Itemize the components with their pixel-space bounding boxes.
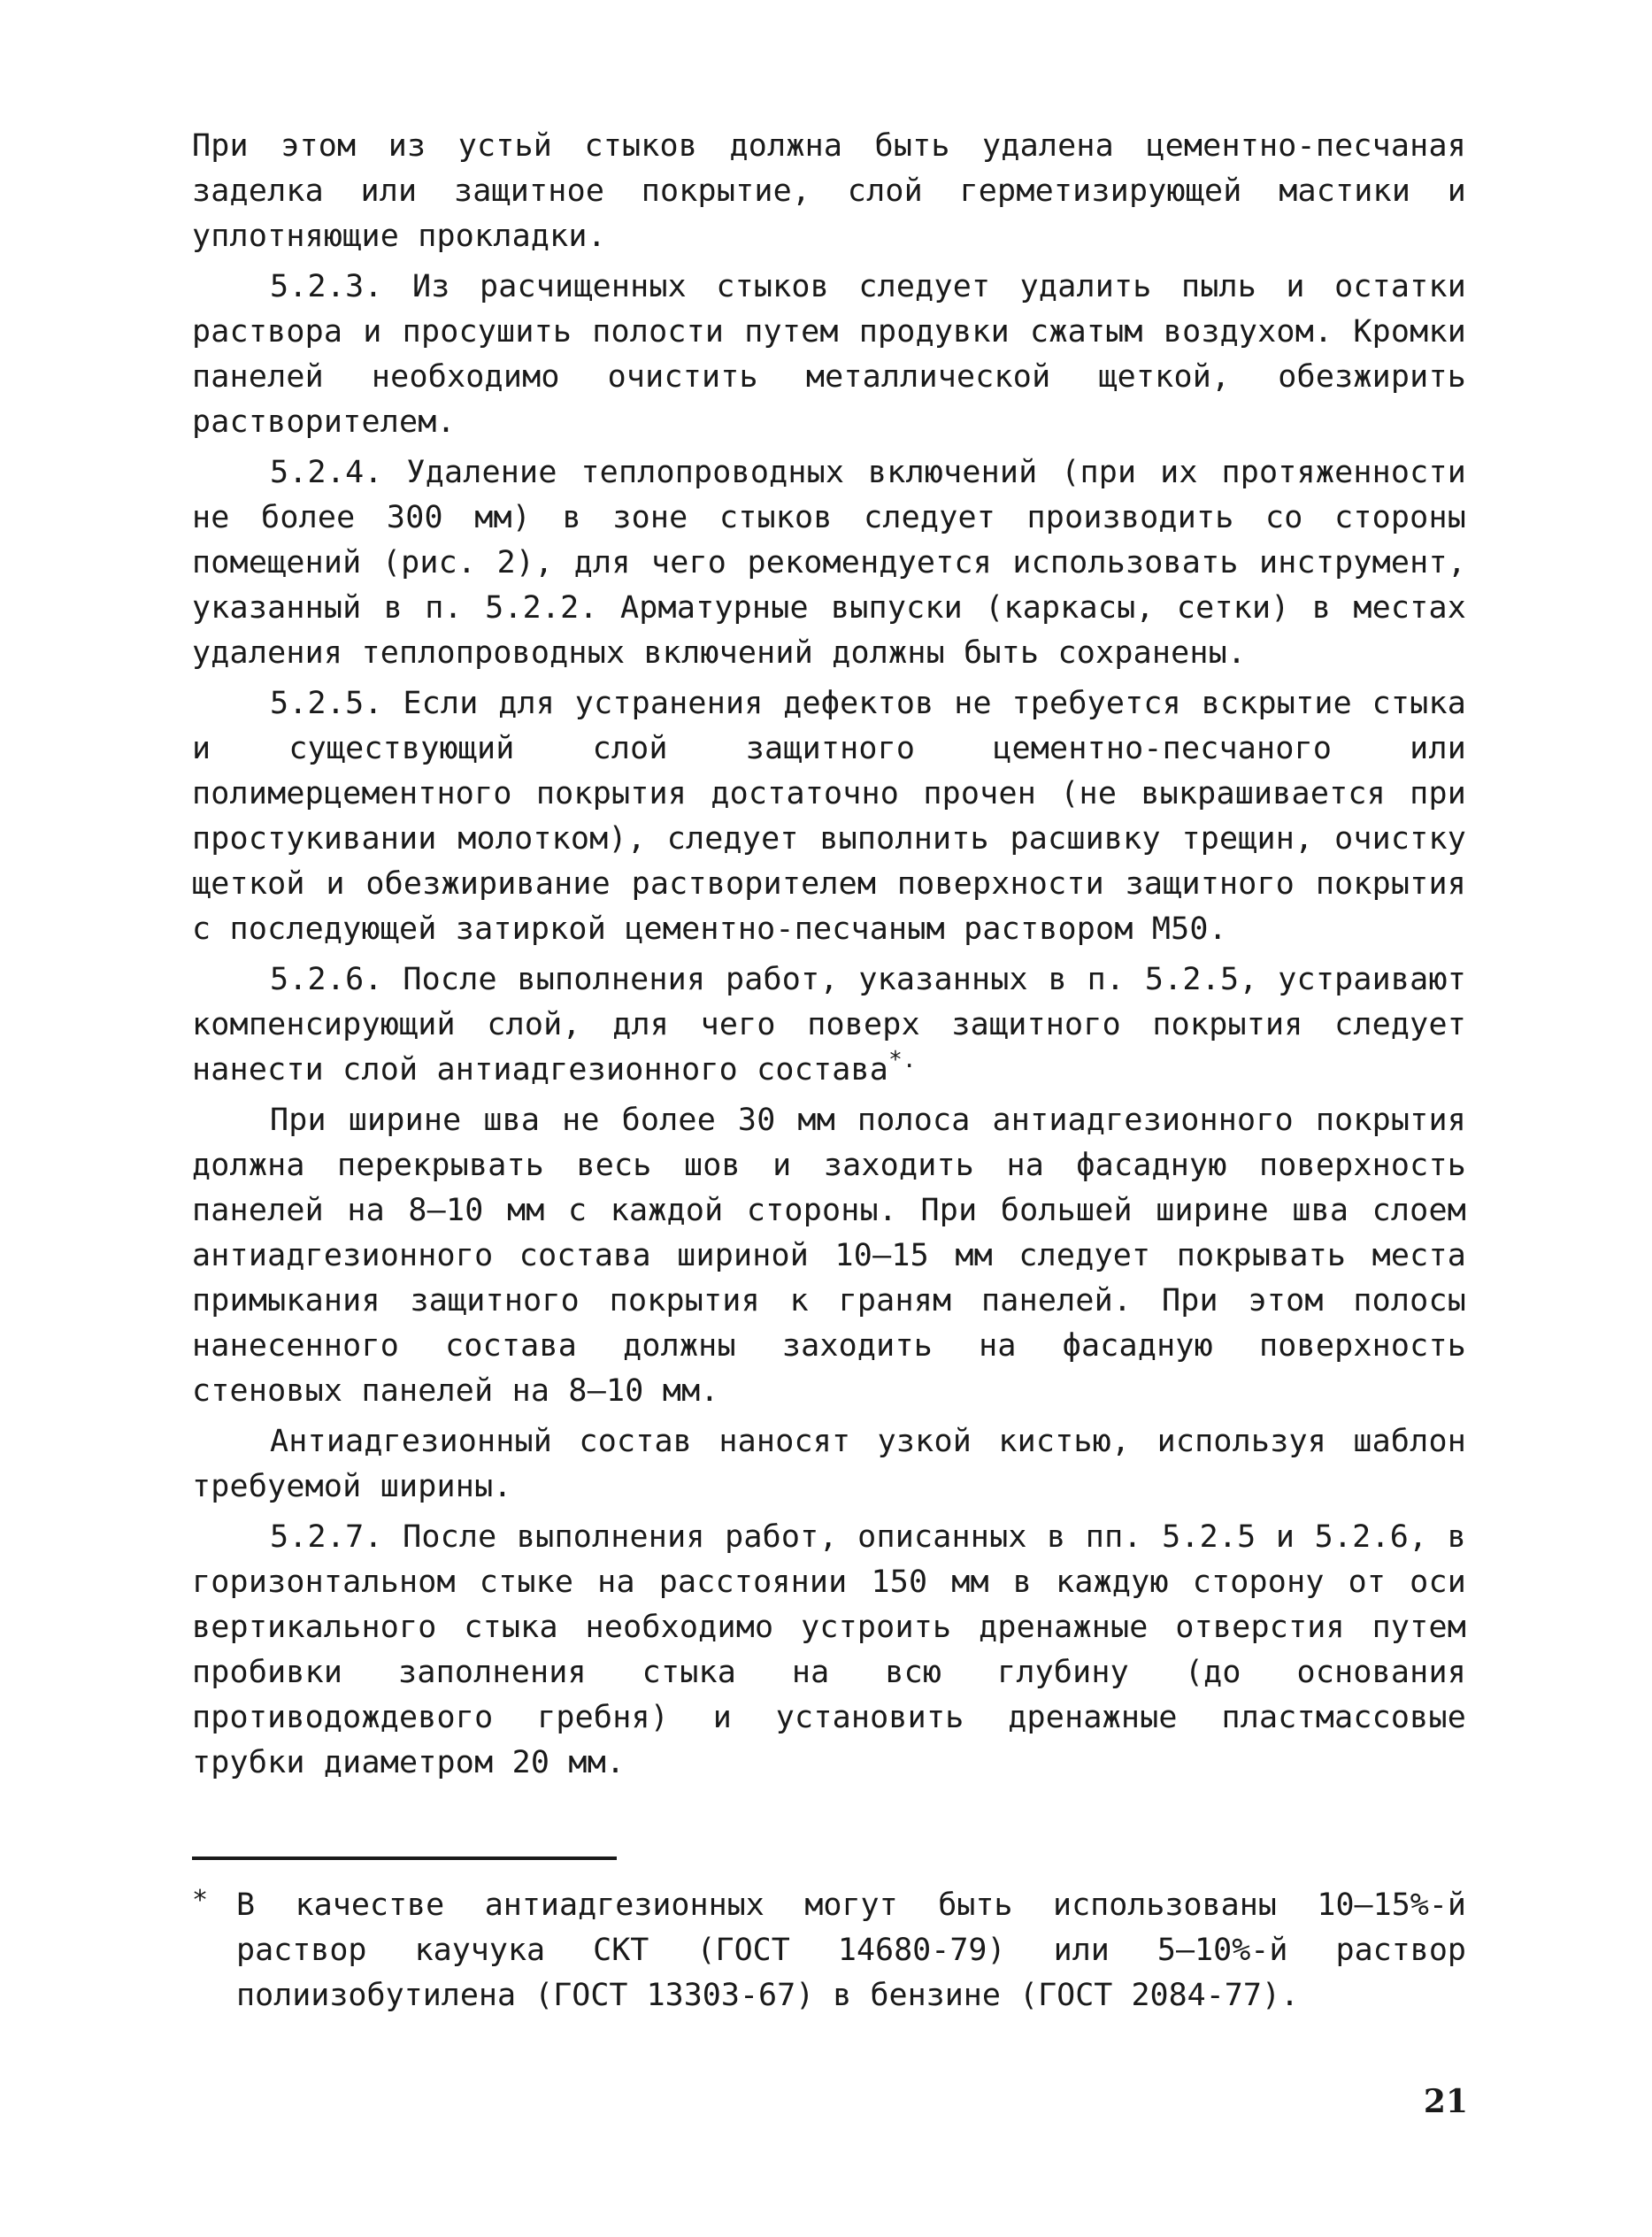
paragraph-5-2-6 <box>192 957 1466 1093</box>
footnote-text: В качестве антиадгезионных могут быть использованы 10–15%-й раствор каучука СКТ (ГОСТ 14680-79) или 5–10%-й раствор полиизобутилена (ГОСТ 13303-67) в бензине (ГОСТ 2084-77). <box>236 1887 1466 2013</box>
paragraph-seam-width: При ширине шва не более 30 мм полоса антиадгезионного покрытия должна перекрывать весь шов и заходить на фасадную поверхность панелей на 8–10 мм с каждой стороны. При большей ширине шва слоем антиадгезионного состава шириной 10–15 мм следует покрывать места примыкания защитного покрытия к граням панелей. При этом полосы нанесенного состава должны заходить на фасадную поверхность стеновых панелей на 8–10 мм. <box>192 1103 1466 1409</box>
paragraph-5-2-4: 5.2.4. Удаление теплопроводных включений (при их протяженности не более 300 мм) в зоне стыков следует производить со стороны помещений (рис. 2), для чего рекомендуется использовать инструмент, указанный в п. 5.2.2. Арматурные выпуски (каркасы, сетки) в местах удаления теплопроводных включений должны быть сохранены. <box>192 455 1466 671</box>
paragraph-intro: При этом из устьй стыков должна быть удалена цементно-песчаная заделка или защитное покрытие, слой герметизирующей мастики и уплотняющие прокладки. <box>192 128 1466 254</box>
paragraph-5-2-3: 5.2.3. Из расчищенных стыков следует удалить пыль и остатки раствора и просушить полости путем продувки сжатым воздухом. Кромки панелей необходимо очистить металлической щеткой, обезжирить растворителем. <box>192 269 1466 440</box>
footnote-divider <box>192 1856 617 1860</box>
footnote <box>192 1883 1466 2018</box>
paragraph-5-2-7: 5.2.7. После выполнения работ, описанных в пп. 5.2.5 и 5.2.6, в горизонтальном стыке на расстоянии 150 мм в каждую сторону от оси вертикального стыка необходимо устроить дренажные отверстия путем пробивки заполнения стыка на всю глубину (до основания противодождевого гребня) и установить дренажные пластмассовые трубки диаметром 20 мм. <box>192 1519 1466 1780</box>
footnote-marker: * <box>192 1885 209 1916</box>
page-number: 21 <box>1423 2083 1468 2120</box>
body-text <box>192 124 1466 1791</box>
paragraph-5-2-5: 5.2.5. Если для устранения дефектов не требуется вскрытие стыка и существующий слой защитного цементно-песчаного или полимерцементного покрытия достаточно прочен (не выкрашивается при простукивании молотком), следует выполнить расшивку трещин, очистку щеткой и обезжиривание растворителем поверхности защитного покрытия с последующей затиркой цементно-песчаным раствором М50. <box>192 686 1466 947</box>
paragraph-5-2-6-text: 5.2.6. После выполнения работ, указанных в п. 5.2.5, устраивают компенсирующий слой, для чего поверх защитного покрытия следует нанести слой антиадгезионного состава <box>192 962 1466 1088</box>
footnote-reference-marker: *. <box>888 1047 917 1073</box>
paragraph-brush: Антиадгезионный состав наносят узкой кистью, используя шаблон требуемой ширины. <box>192 1424 1466 1504</box>
